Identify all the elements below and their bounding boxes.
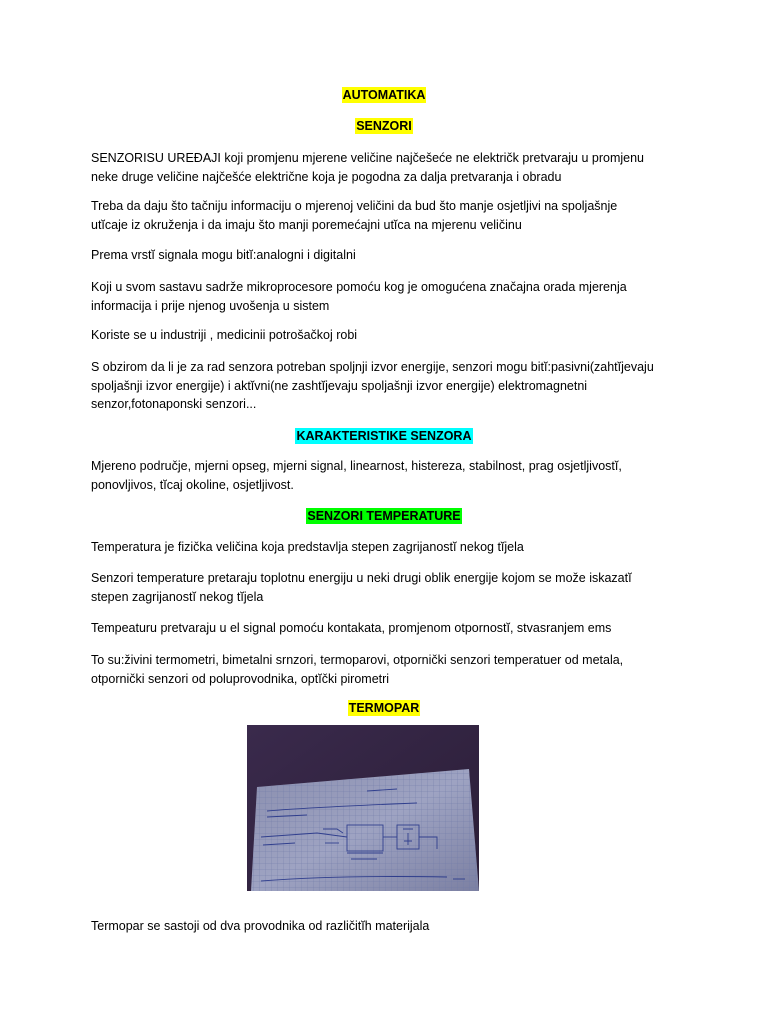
heading-senzori-temperature <box>0 508 768 524</box>
paragraph-line: Mjereno područje, mjerni opseg, mjerni signal, linearnost, histereza, stabilnost, prag osjetljivostĭ, <box>91 459 622 473</box>
paragraph-line: senzor,fotonaponski senzori... <box>91 397 257 411</box>
heading-karakteristike-text: KARAKTERISTIKE SENZORA <box>296 429 472 443</box>
paragraph-temperature-definition <box>91 538 691 557</box>
heading-senzori-text: SENZORI <box>356 119 412 133</box>
paragraph-line: ponovljivos, tĭcaj okoline, osjetljivost. <box>91 477 294 492</box>
paragraph-line: To su:živini termometri, bimetalni srnzori, termoparovi, otpornički senzori temperatuer od metala, <box>91 653 624 667</box>
notebook-photo <box>247 725 479 891</box>
paragraph-conversion <box>91 619 691 638</box>
paragraph-line: Termopar se sastoji od dva provodnika od različitĭh materijala <box>91 919 430 933</box>
paragraph-line: Senzori temperature pretaraju toplotnu energiju u neki drugi oblik energije kojom se može iskazatĭ <box>91 571 632 585</box>
paragraph-usage <box>91 326 691 345</box>
paragraph-characteristics <box>91 457 691 494</box>
heading-termopar-text: TERMOPAR <box>348 701 420 715</box>
paragraph-line: utĭcaje iz okruženja i da imaju što manji poremećajni utĭca na mjerenu veličinu <box>91 217 522 232</box>
paragraph-line: Koriste se u industriji , medicinii potrošačkoj robi <box>91 328 358 342</box>
paragraph-line: Prema vrstĭ signala mogu bitĭ:analogni i digitalni <box>91 248 356 262</box>
paragraph-line: S obzirom da li je za rad senzora potreban spoljnji izvor energije, senzori mogu bitĭ:pasivni(zahtĭjevaju <box>91 360 654 374</box>
paragraph-microprocessors <box>91 278 691 315</box>
heading-senzori-temperature-text: SENZORI TEMPERATURE <box>307 509 461 523</box>
paragraph-line: Koji u svom sastavu sadrže mikroprocesore pomoću kog je omogućena značajna orada mjerenja <box>91 280 627 294</box>
paragraph-line: Treba da daju što tačniju informaciju o mjerenoj veličini da bud što manje osjetljivi na spoljašnje <box>91 199 618 213</box>
paragraph-sensor-types <box>91 651 691 688</box>
paragraph-line: Temperatura je fizička veličina koja predstavlja stepen zagrijanostĭ nekog tĭjela <box>91 540 524 554</box>
paragraph-requirements <box>91 197 691 234</box>
paragraph-line: informacija i prije njenog uvošenja u sistem <box>91 298 330 313</box>
heading-automatika <box>0 87 768 103</box>
notebook-photo-diagram-icon <box>247 725 479 891</box>
heading-senzori <box>0 118 768 134</box>
heading-karakteristike <box>0 428 768 444</box>
paragraph-termopar <box>91 917 691 936</box>
paragraph-line: Tempeaturu pretvaraju u el signal pomoću kontakata, promjenom otpornostĭ, stvasranjem ems <box>91 621 612 635</box>
paragraph-line: stepen zagrijanostĭ nekog tĭjela <box>91 589 264 604</box>
paragraph-line: spoljašnji izvor energije) i aktĭvni(ne zashtĭjevaju spoljašnji izvor energije) elektromagnetni <box>91 378 588 393</box>
paragraph-line: neke druge veličine najčešće električne koja je pogodna za dalja pretvaranja i obradu <box>91 169 562 184</box>
heading-termopar <box>0 700 768 716</box>
paragraph-line: SENZORISU UREĐAJI koji promjenu mjerene veličine najčešeće ne električk pretvaraju u promjenu <box>91 151 645 165</box>
paragraph-definition <box>91 149 691 186</box>
heading-automatika-text: AUTOMATIKA <box>342 88 426 102</box>
paragraph-temperature-sensors <box>91 569 691 606</box>
paragraph-energy-source <box>91 358 691 414</box>
paragraph-signal-type <box>91 246 691 265</box>
paragraph-line: otpornički senzori od poluprovodnika, optĭčki pirometri <box>91 671 390 686</box>
